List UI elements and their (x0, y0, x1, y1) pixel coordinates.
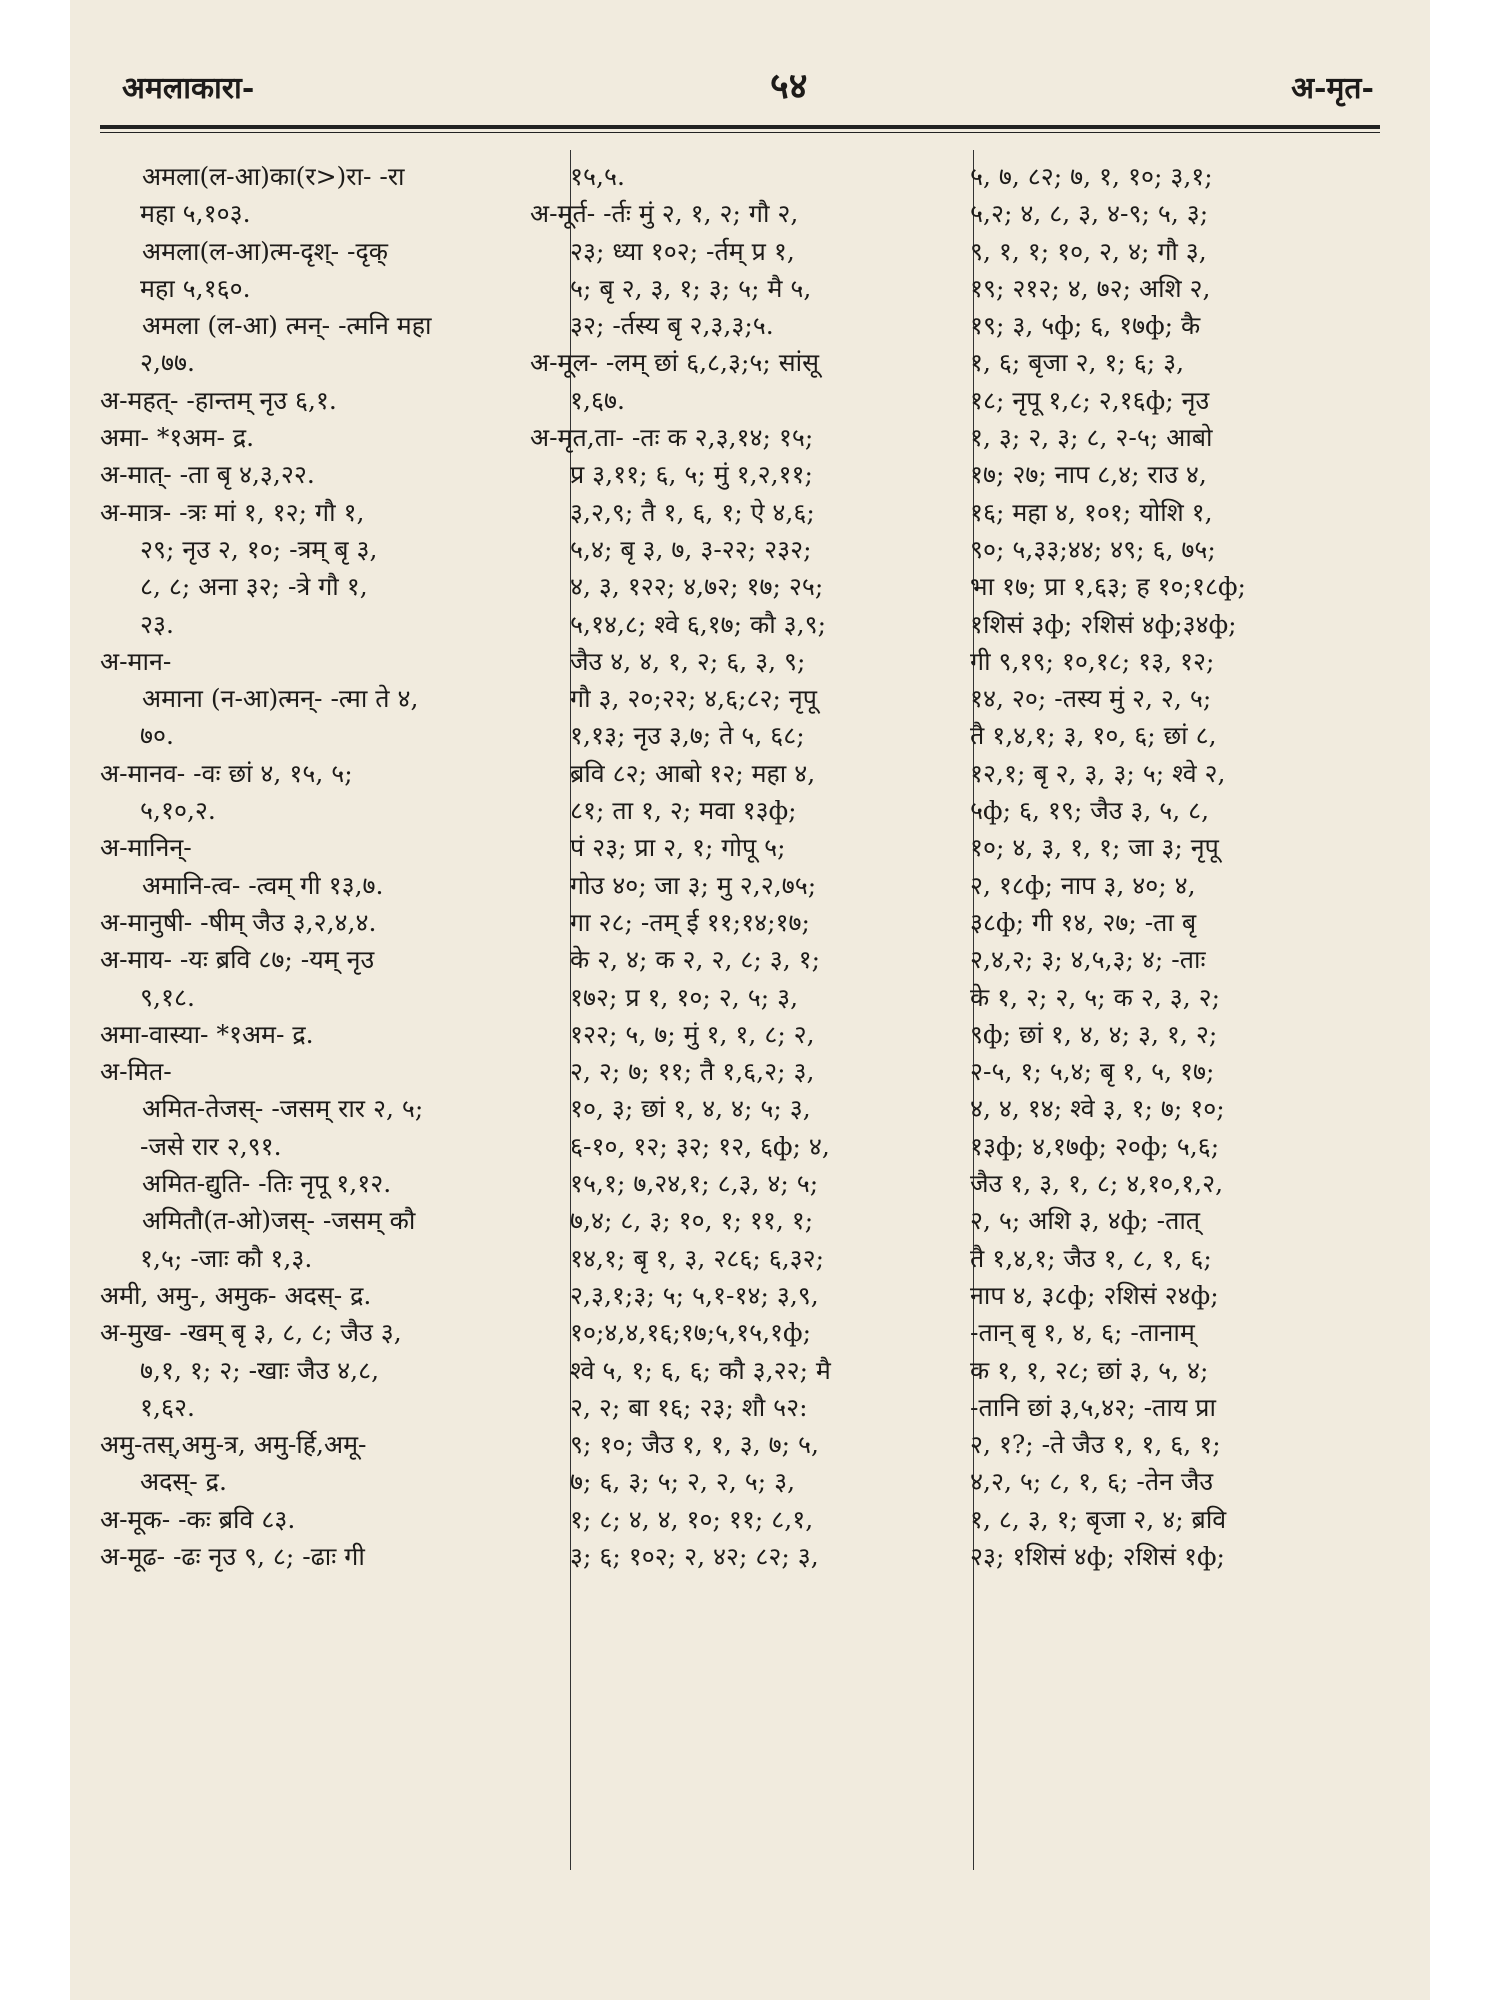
entry-line: ५; बृ २, ३, १; ३; ५; मै ५, (570, 273, 812, 303)
entry-line: ९,१८. (140, 982, 195, 1012)
entry-line: १७२; प्र १, १०; २, ५; ३, (570, 982, 799, 1012)
entry-line: अ-मान- (100, 646, 172, 676)
entry-line: महा ५,१०३. (140, 199, 251, 229)
entry-line: १०, ३; छां १, ४, ४; ५; ३, (570, 1094, 811, 1124)
entry-line: अ-मात्- -ता बृ ४,३,२२. (100, 460, 315, 490)
entry-line: अ-मूक- -कः ब्रवि ८३. (100, 1504, 296, 1534)
entry-line: अदस्- द्र. (140, 1467, 227, 1497)
entry-line: अ-मानिन्- (100, 833, 192, 863)
entry-line: तै १,४,१; ३, १०, ६; छां ८, (970, 721, 1217, 751)
entry-line: २३; ध्या १०२; -र्तम् प्र १, (570, 236, 795, 266)
entry-line: गी ९,१९; १०,१८; १३, १२; (970, 646, 1215, 676)
entry-line: २,३,१;३; ५; ५,१-१४; ३,९, (570, 1280, 819, 1310)
entry-line: पं २३; प्रा २, १; गोपू ५; (570, 833, 786, 863)
entry-line: २, १?; -ते जैउ १, १, ६, १; (970, 1430, 1221, 1460)
entry-line: अ-मानुषी- -षीम् जैउ ३,२,४,४. (100, 907, 377, 937)
entry-line: अ-मूल- -लम् छां ६,८,३;५; सांसू (530, 348, 820, 378)
entry-line: ८१; ता १, २; मवा १३ф; (570, 796, 797, 826)
entry-line: १९; ३, ५ф; ६, १७ф; कै (970, 311, 1201, 341)
entry-line: १९; २१२; ४, ७२; अशि २, (970, 273, 1211, 303)
entry-line: अमला(ल-आ)त्म-दृश्- -दृक् (142, 236, 388, 266)
entry-line: ब्रवि ८२; आबो १२; महा ४, (570, 758, 816, 788)
entry-line: ७०. (140, 721, 174, 751)
entry-line: नाप ४, ३८ф; २शिसं २४ф; (970, 1280, 1219, 1310)
column-2 (530, 158, 950, 1575)
entry-line: २,४,२; ३; ४,५,३; ४; -ताः (970, 945, 1206, 975)
entry-line: -तानि छां ३,५,४२; -ताय प्रा (970, 1392, 1216, 1422)
entry-line: अमा- *१अम- द्र. (100, 423, 255, 453)
entry-line: १२,१; बृ २, ३, ३; ५; श्वे २, (970, 758, 1226, 788)
entry-line: १५,१; ७,२४,१; ८,३, ४; ५; (570, 1169, 819, 1199)
scan-margin-right (1430, 0, 1500, 2000)
entry-line: अमु-तस्,अमु-त्र, अमु-र्हि,अमू- (100, 1430, 367, 1460)
running-head-left: अमलाकारा- (122, 71, 255, 106)
entry-line: १, ६; बृजा २, १; ६; ३, (970, 348, 1185, 378)
entry-line: १,६७. (570, 385, 625, 415)
entry-line: ८, ८; अना ३२; -त्रे गौ १, (140, 572, 368, 602)
entry-line: २३; १शिसं ४ф; २शिसं १ф; (970, 1541, 1225, 1571)
entry-line: १४, २०; -तस्य मुं २, २, ५; (970, 684, 1212, 714)
entry-line: अ-मुख- -खम् बृ ३, ८, ८; जैउ ३, (100, 1318, 402, 1348)
entry-line: ४,२, ५; ८, १, ६; -तेन जैउ (970, 1467, 1214, 1497)
entry-line: ९; १०; जैउ १, १, ३, ७; ५, (570, 1430, 819, 1460)
entry-line: अमाना (न-आ)त्मन्- -त्मा ते ४, (142, 684, 419, 714)
entry-line: अमला(ल-आ)का(र>)रा- -रा (142, 162, 405, 191)
entry-line: २३. (140, 609, 174, 639)
running-head-right: अ-मृत- (1291, 71, 1374, 106)
entry-line: -जसे रार २,९१. (140, 1131, 282, 1161)
entry-line: क १, १, २८; छां ३, ५, ४; (970, 1355, 1209, 1385)
entry-line: १६; महा ४, १०१; योशि १, (970, 497, 1213, 527)
entry-line: -तान् बृ १, ४, ६; -तानाम् (970, 1318, 1195, 1348)
entry-line: ७,१, १; २; -खाः जैउ ४,८, (140, 1355, 380, 1385)
entry-line: १७; २७; नाप ८,४; राउ ४, (970, 460, 1207, 490)
column-1 (100, 158, 570, 1575)
entry-line: ३; ६; १०२; २, ४२; ८२; ३, (570, 1541, 819, 1571)
entry-line: ३,२,९; तै १, ६, १; ऐ ४,६; (570, 497, 815, 527)
entry-line: १८; नृपू १,८; २,१६ф; नृउ (970, 385, 1210, 415)
entry-line: ४, ४, १४; श्वे ३, १; ७; १०; (970, 1094, 1225, 1124)
entry-line: ३८ф; गी १४, २७; -ता बृ (970, 907, 1197, 937)
header-rule-thin (100, 132, 1380, 133)
entry-line: १०;४,४,१६;१७;५,१५,१ф; (570, 1318, 812, 1348)
entry-line: अ-मूढ- -ढः नृउ ९, ८; -ढाः गी (100, 1541, 365, 1571)
entry-line: अमला (ल-आ) त्मन्- -त्मनि महा (142, 311, 432, 341)
entry-line: १, ८, ३, १; बृजा २, ४; ब्रवि (970, 1504, 1227, 1534)
entry-line: ६-१०, १२; ३२; १२, ६ф; ४, (570, 1131, 830, 1161)
entry-line: ५,४; बृ ३, ७, ३-२२; २३२; (570, 534, 812, 564)
entry-line: १; ८; ४, ४, १०; ११; ८,१, (570, 1504, 814, 1534)
entry-line: ४, ३, १२२; ४,७२; १७; २५; (570, 572, 824, 602)
entry-line: ७,४; ८, ३; १०, १; ११, १; (570, 1206, 814, 1236)
entry-line: ९, १, १; १०, २, ४; गौ ३, (970, 236, 1207, 266)
scan-margin-left (0, 0, 70, 2000)
entry-line: ५, ७, ८२; ७, १, १०; ३,१; (970, 162, 1213, 191)
entry-line: ९ф; छां १, ४, ४; ३, १, २; (970, 1019, 1218, 1049)
entry-line: अमानि-त्व- -त्वम् गी १३,७. (142, 870, 384, 900)
dictionary-page (70, 0, 1430, 2000)
entry-line: २, ५; अशि ३, ४ф; -तात् (970, 1206, 1201, 1236)
entry-line: गौ ३, २०;२२; ४,६;८२; नृपू (570, 684, 817, 714)
entry-line: अ-मित- (100, 1057, 172, 1087)
entry-line: २, २; ७; ११; तै १,६,२; ३, (570, 1057, 815, 1087)
page-number: ५४ (770, 65, 808, 107)
entry-line: ७; ६, ३; ५; २, २, ५; ३, (570, 1467, 796, 1497)
entry-line: १, ३; २, ३; ८, २-५; आबो (970, 423, 1213, 453)
entry-line: १५,५. (570, 162, 625, 191)
entry-line: प्र ३,११; ६, ५; मुं १,२,११; (570, 460, 813, 490)
entry-line: गोउ ४०; जा ३; मु २,२,७५; (570, 870, 817, 900)
entry-line: २९; नृउ २, १०; -त्रम् बृ ३, (140, 534, 378, 564)
entry-line: १४,१; बृ १, ३, २८६; ६,३२; (570, 1243, 825, 1273)
entry-line: अमित-द्युति- -तिः नृपू १,१२. (142, 1169, 392, 1199)
entry-line: अ-मानव- -वः छां ४, १५, ५; (100, 758, 353, 788)
header-rule-thick (100, 125, 1380, 129)
entry-line: भा १७; प्रा १,६३; ह १०;१८ф; (970, 572, 1246, 602)
entry-line: ५,१०,२. (140, 796, 216, 826)
entry-line: अमित-तेजस्- -जसम् रार २, ५; (142, 1094, 424, 1124)
entry-line: अ-मूर्त- -र्तः मुं २, १, २; गौ २, (530, 199, 799, 229)
entry-line: ५,१४,८; श्वे ६,१७; कौ ३,९; (570, 609, 827, 639)
entry-line: अ-मात्र- -त्रः मां १, १२; गौ १, (100, 497, 365, 527)
entry-line: के २, ४; क २, २, ८; ३, १; (570, 945, 821, 975)
entry-line: १शिसं ३ф; २शिसं ४ф;३४ф; (970, 609, 1237, 639)
entry-line: २, १८ф; नाप ३, ४०; ४, (970, 870, 1196, 900)
entry-line: ९०; ५,३३;४४; ४९; ६, ७५; (970, 534, 1216, 564)
entry-line: १,५; -जाः कौ १,३. (140, 1243, 313, 1273)
entry-line: १,१३; नृउ ३,७; ते ५, ६८; (570, 721, 805, 751)
entry-line: २-५, १; ५,४; बृ १, ५, १७; (970, 1057, 1215, 1087)
entry-line: ३२; -र्तस्य बृ २,३,३;५. (570, 311, 774, 341)
entry-line: अमी, अमु-, अमुक- अदस्- द्र. (100, 1280, 372, 1310)
column-3 (970, 158, 1386, 1575)
entry-line: १,६२. (140, 1392, 195, 1422)
entry-line: २,७७. (140, 348, 195, 378)
entry-line: ५,२; ४, ८, ३, ४-९; ५, ३; (970, 199, 1209, 229)
entry-line: २, २; बा १६; २३; शौ ५२: (570, 1392, 808, 1422)
entry-line: अमितौ(त-ओ)जस्- -जसम् कौ (142, 1206, 416, 1236)
entry-line: १३ф; ४,१७ф; २०ф; ५,६; (970, 1131, 1220, 1161)
entry-line: ५ф; ६, १९; जैउ ३, ५, ८, (970, 796, 1210, 826)
entry-line: १२२; ५, ७; मुं १, १, ८; २, (570, 1019, 815, 1049)
entry-line: अ-मृत,ता- -तः क २,३,१४; १५; (530, 423, 814, 453)
entry-line: गा २८; -तम् ई ११;१४;१७; (570, 907, 810, 937)
entry-line: अ-महत्- -हान्तम् नृउ ६,१. (100, 385, 337, 415)
entry-line: अ-माय- -यः ब्रवि ८७; -यम् नृउ (100, 945, 375, 975)
entry-line: महा ५,१६०. (140, 273, 251, 303)
entry-line: जैउ १, ३, १, ८; ४,१०,१,२, (970, 1169, 1224, 1199)
entry-line: १०; ४, ३, १, १; जा ३; नृपू (970, 833, 1219, 863)
entry-line: श्वे ५, १; ६, ६; कौ ३,२२; मै (570, 1355, 831, 1385)
entry-line: के १, २; २, ५; क २, ३, २; (970, 982, 1221, 1012)
entry-line: अमा-वास्या- *१अम- द्र. (100, 1019, 314, 1049)
entry-line: जैउ ४, ४, १, २; ६, ३, ९; (570, 646, 806, 676)
entry-line: तै १,४,१; जैउ १, ८, १, ६; (970, 1243, 1212, 1273)
